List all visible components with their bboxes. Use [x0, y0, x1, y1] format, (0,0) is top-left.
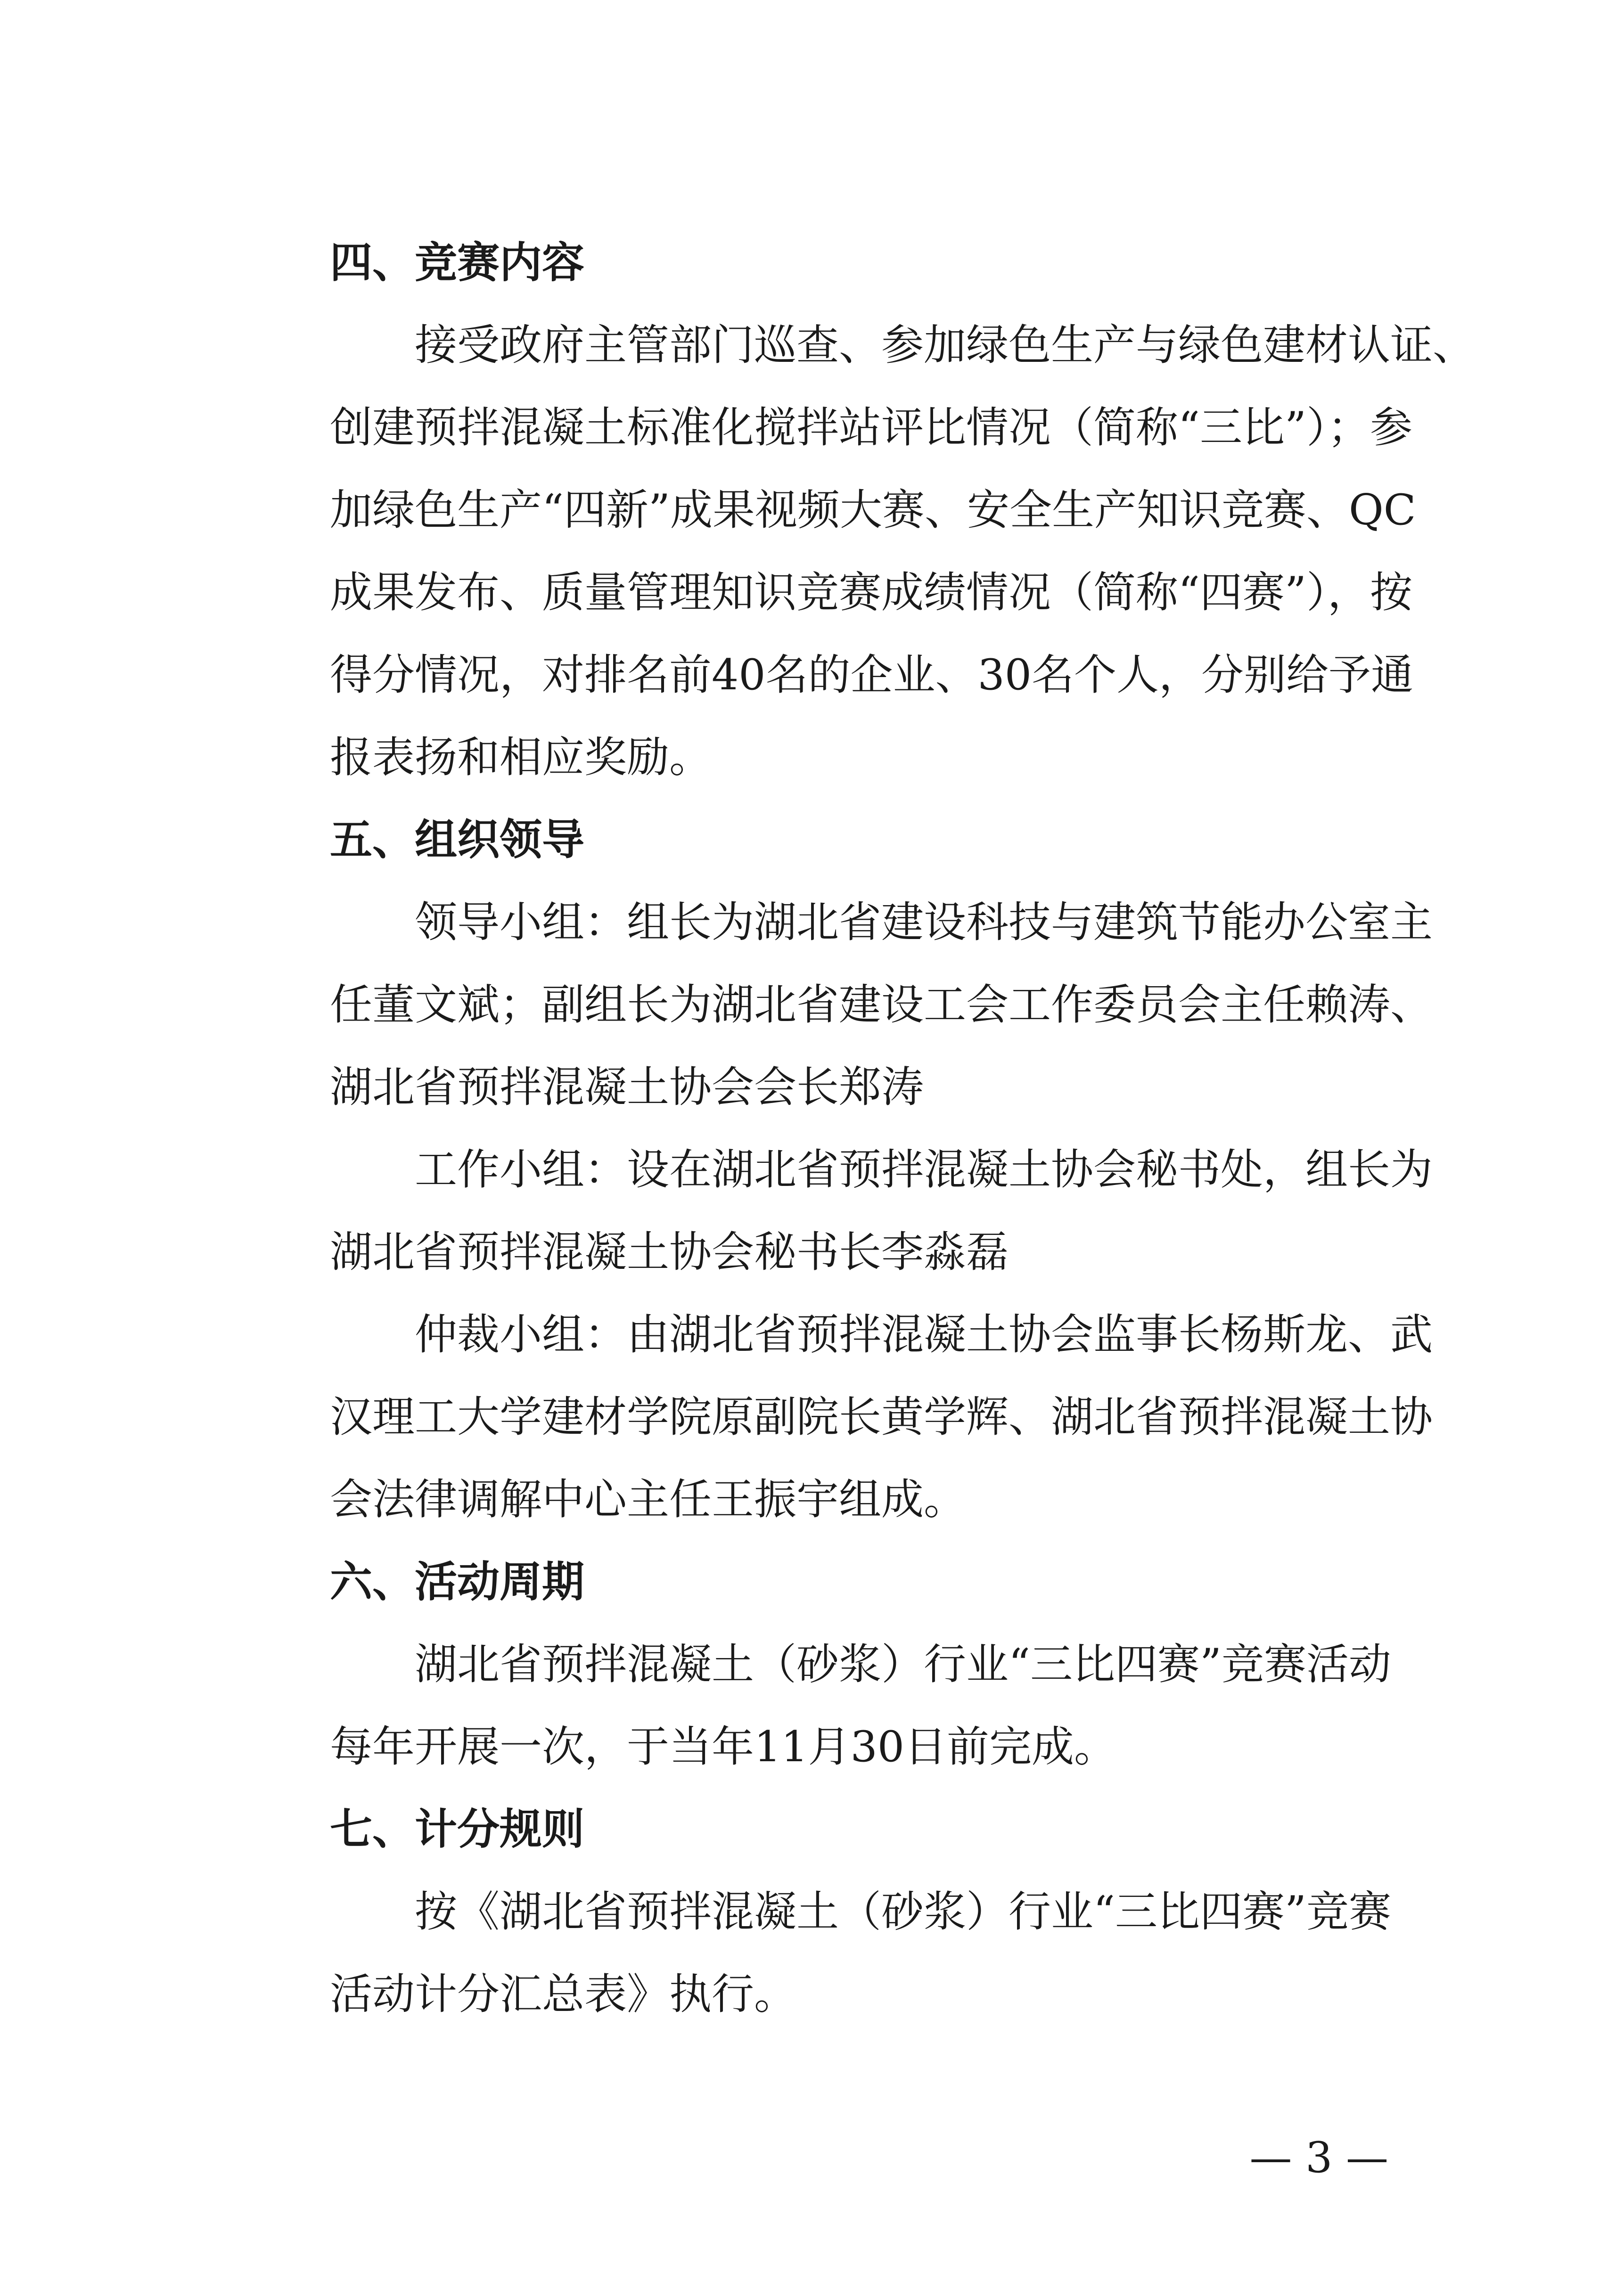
section-heading-organization: 五、组织领导 — [330, 815, 584, 865]
page-number: — 3 — — [1249, 2133, 1388, 2182]
scoring-rules-paragraph — [245, 1871, 1392, 2035]
section-heading-scoring: 七、计分规则 — [330, 1805, 584, 1854]
text-line: 领导小组：组长为湖北省建设科技与建筑节能办公室主 — [415, 898, 1433, 947]
text-line: 湖北省预拌混凝土协会会长郑涛 — [330, 1062, 924, 1112]
text-line: 仲裁小组：由湖北省预拌混凝土协会监事长杨斯龙、武 — [415, 1310, 1433, 1359]
document-body — [245, 221, 1475, 2035]
text-line: 任董文斌；副组长为湖北省建设工会工作委员会主任赖涛、 — [330, 980, 1433, 1030]
text-line: 报表扬和相应奖励。 — [330, 733, 712, 782]
text-line: 成果发布、质量管理知识竞赛成绩情况（简称“四赛”），按 — [330, 568, 1413, 617]
text-line: 每年开展一次，于当年11月30日前完成。 — [330, 1722, 1117, 1772]
section-content-paragraph — [245, 304, 1475, 799]
text-line: 接受政府主管部门巡查、参加绿色生产与绿色建材认证、 — [415, 320, 1475, 370]
text-line: 工作小组：设在湖北省预拌混凝土协会秘书处，组长为 — [415, 1145, 1433, 1194]
text-line: 创建预拌混凝土标准化搅拌站评比情况（简称“三比”）；参 — [330, 403, 1413, 452]
section-heading-content: 四、竞赛内容 — [330, 238, 584, 287]
arbitration-group-paragraph — [245, 1293, 1433, 1541]
text-line: 湖北省预拌混凝土（砂浆）行业“三比四赛”竞赛活动 — [415, 1640, 1392, 1689]
text-line: 按《湖北省预拌混凝土（砂浆）行业“三比四赛”竞赛 — [415, 1887, 1392, 1936]
text-line: 加绿色生产“四新”成果视频大赛、安全生产知识竞赛、QC — [330, 485, 1416, 535]
text-line: 汉理工大学建材学院原副院长黄学辉、湖北省预拌混凝土协 — [330, 1392, 1433, 1442]
text-line: 湖北省预拌混凝土协会秘书长李淼磊 — [330, 1227, 1009, 1277]
working-group-paragraph — [245, 1128, 1433, 1293]
activity-period-paragraph — [245, 1623, 1392, 1788]
section-heading-period: 六、活动周期 — [330, 1557, 584, 1607]
leadership-group-paragraph — [245, 881, 1433, 1128]
text-line: 活动计分汇总表》执行。 — [330, 1969, 796, 2019]
text-line: 会法律调解中心主任王振宇组成。 — [330, 1475, 966, 1524]
text-line: 得分情况，对排名前40名的企业、30名个人，分别给予通 — [330, 650, 1414, 700]
